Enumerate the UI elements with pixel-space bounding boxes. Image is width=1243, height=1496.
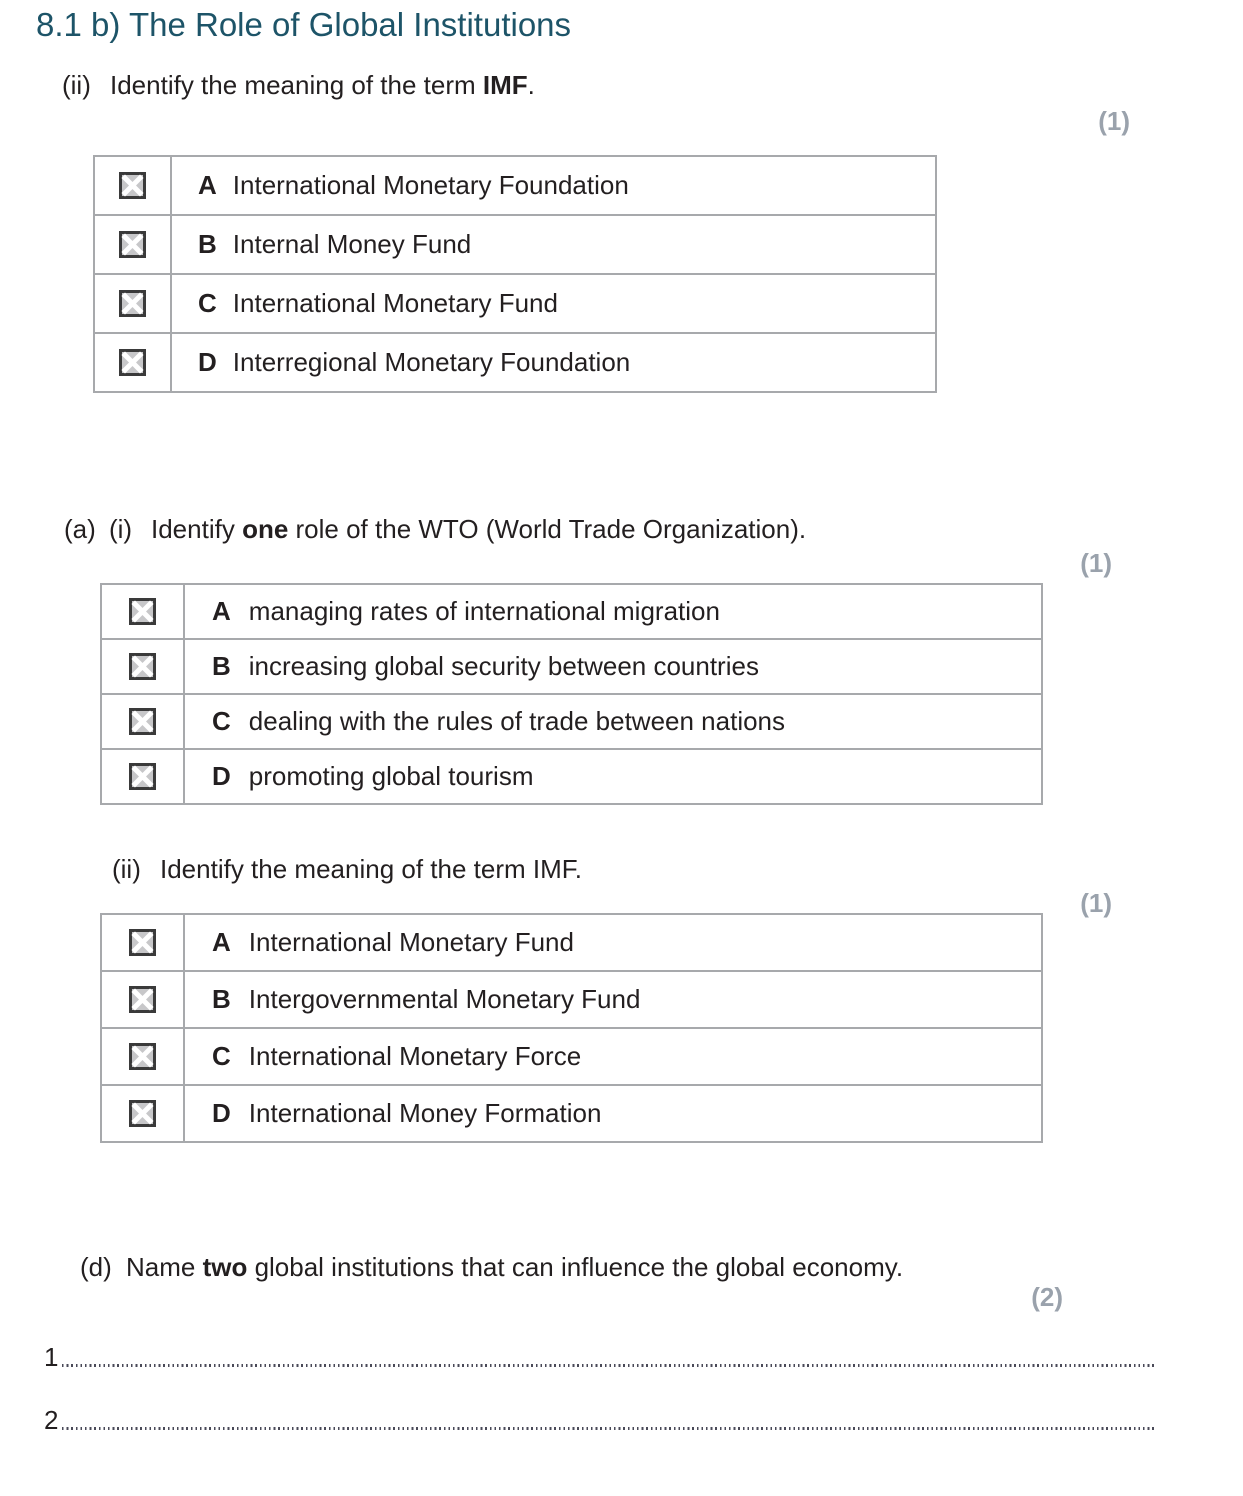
- option-content: [185, 585, 720, 638]
- checkbox-icon[interactable]: [129, 598, 156, 625]
- checkbox-icon[interactable]: [129, 1100, 156, 1127]
- checkbox-icon[interactable]: [119, 349, 146, 376]
- option-letter: A: [212, 596, 231, 626]
- question-number: (i): [109, 514, 133, 544]
- question-a-i: [64, 514, 806, 545]
- option-row: [95, 157, 935, 216]
- option-text: Interregional Monetary Foundation: [232, 347, 631, 377]
- option-text: International Monetary Fund: [248, 927, 574, 957]
- option-row: [102, 1029, 1041, 1086]
- option-letter: B: [198, 229, 217, 259]
- option-row: [95, 275, 935, 334]
- checkbox-icon[interactable]: [129, 986, 156, 1013]
- option-checkbox-cell: [102, 695, 185, 748]
- question-number: (ii): [62, 70, 91, 100]
- option-text: International Monetary Fund: [232, 288, 558, 318]
- option-checkbox-cell: [102, 750, 185, 803]
- checkbox-icon[interactable]: [129, 763, 156, 790]
- option-letter: D: [212, 1098, 231, 1128]
- checkbox-icon[interactable]: [119, 231, 146, 258]
- option-content: [172, 334, 630, 391]
- option-letter: C: [212, 706, 231, 736]
- question-top: [62, 70, 535, 101]
- option-content: [185, 1029, 581, 1084]
- option-checkbox-cell: [95, 334, 172, 391]
- checkbox-icon[interactable]: [129, 929, 156, 956]
- option-text: International Money Formation: [248, 1098, 602, 1128]
- option-letter: B: [212, 651, 231, 681]
- option-text: increasing global security between countries: [248, 651, 759, 681]
- option-text: Internal Money Fund: [232, 229, 472, 259]
- option-text: International Monetary Force: [248, 1041, 582, 1071]
- answer-write-line-2[interactable]: [62, 1427, 1157, 1430]
- option-checkbox-cell: [95, 157, 172, 214]
- option-content: [172, 275, 558, 332]
- option-row: [102, 1086, 1041, 1141]
- option-checkbox-cell: [102, 972, 185, 1027]
- option-content: [185, 695, 785, 748]
- answer-write-line-1[interactable]: [62, 1364, 1157, 1367]
- option-content: [185, 750, 533, 803]
- option-row: [102, 915, 1041, 972]
- option-checkbox-cell: [102, 585, 185, 638]
- question-part-label: (a): [64, 514, 96, 544]
- option-letter: A: [212, 927, 231, 957]
- option-checkbox-cell: [102, 915, 185, 970]
- answer-number-2: 2: [44, 1405, 59, 1435]
- option-content: [185, 640, 759, 693]
- marks-badge: (1): [1080, 888, 1112, 918]
- option-checkbox-cell: [102, 1029, 185, 1084]
- checkbox-icon[interactable]: [119, 290, 146, 317]
- question-text: Identify one role of the WTO (World Trade Organization).: [151, 514, 807, 544]
- option-checkbox-cell: [102, 640, 185, 693]
- option-content: [185, 915, 574, 970]
- option-row: [102, 585, 1041, 640]
- option-content: [185, 972, 640, 1027]
- mcq-table-imf-second: [100, 913, 1043, 1143]
- mcq-table-wto: [100, 583, 1043, 805]
- option-letter: D: [198, 347, 217, 377]
- answer-number-1: 1: [44, 1342, 59, 1372]
- option-text: Intergovernmental Monetary Fund: [248, 984, 641, 1014]
- checkbox-icon[interactable]: [129, 1043, 156, 1070]
- option-checkbox-cell: [95, 275, 172, 332]
- checkbox-icon[interactable]: [129, 653, 156, 680]
- question-text: Identify the meaning of the term IMF.: [110, 70, 535, 100]
- marks-badge: (1): [1098, 106, 1130, 136]
- option-letter: A: [198, 170, 217, 200]
- option-row: [102, 750, 1041, 803]
- option-letter: C: [212, 1041, 231, 1071]
- option-letter: D: [212, 761, 231, 791]
- option-checkbox-cell: [102, 1086, 185, 1141]
- page-title: 8.1 b) The Role of Global Institutions: [36, 6, 572, 43]
- option-content: [172, 216, 471, 273]
- marks-badge: (2): [1031, 1282, 1063, 1312]
- mcq-table-imf-top: [93, 155, 937, 393]
- option-row: [102, 972, 1041, 1029]
- marks-badge: (1): [1080, 548, 1112, 578]
- question-text: Name two global institutions that can influence the global economy.: [126, 1252, 904, 1282]
- question-number: (ii): [112, 854, 141, 884]
- option-row: [95, 216, 935, 275]
- option-row: [102, 640, 1041, 695]
- checkbox-icon[interactable]: [119, 172, 146, 199]
- option-text: International Monetary Foundation: [232, 170, 629, 200]
- question-d: [80, 1252, 903, 1283]
- option-checkbox-cell: [95, 216, 172, 273]
- question-a-ii: [112, 854, 582, 885]
- option-text: managing rates of international migration: [248, 596, 720, 626]
- option-letter: C: [198, 288, 217, 318]
- option-text: promoting global tourism: [248, 761, 534, 791]
- option-text: dealing with the rules of trade between nations: [248, 706, 786, 736]
- checkbox-icon[interactable]: [129, 708, 156, 735]
- option-content: [185, 1086, 601, 1141]
- option-content: [172, 157, 629, 214]
- question-text: Identify the meaning of the term IMF.: [160, 854, 582, 884]
- question-number: (d): [80, 1252, 112, 1282]
- option-row: [102, 695, 1041, 750]
- option-letter: B: [212, 984, 231, 1014]
- option-row: [95, 334, 935, 391]
